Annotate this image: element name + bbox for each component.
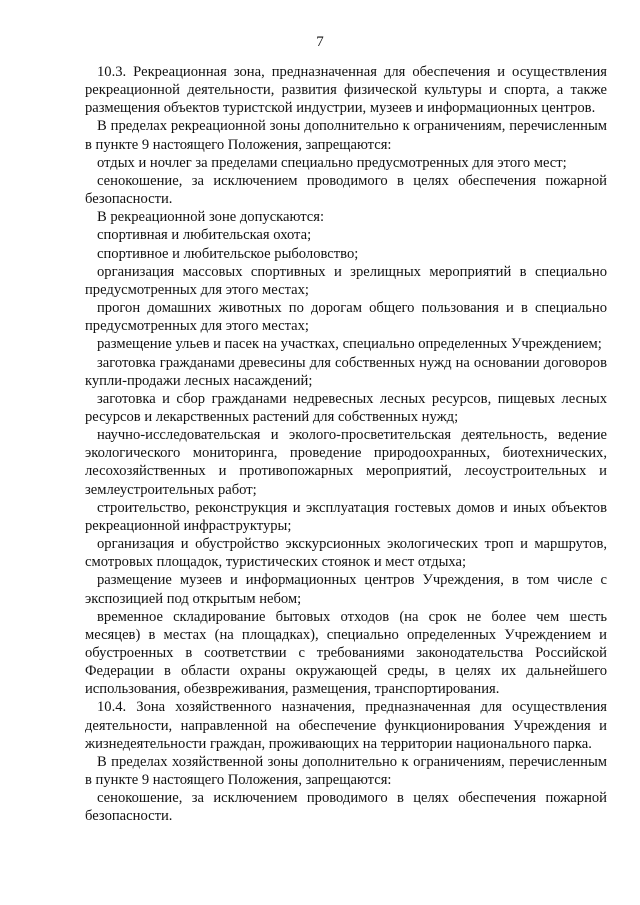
paragraph-recreation-allowed: В рекреационной зоне допускаются: — [97, 209, 325, 226]
list-item: сенокошение, за исключением проводимого в целях обеспечения пожарной безопасности. — [85, 172, 607, 208]
page-number: 7 — [316, 34, 324, 50]
list-item: организация и обустройство экскурсионных экологических троп и маршрутов, смотровых площадок, туристических стоянок и мест отдыха; — [85, 536, 607, 571]
paragraph-10-3: 10.3. Рекреационная зона, предназначенная для обеспечения и осуществления рекреационной деятельности, развития физической культуры и спорта, а также размещения объектов туристской индустрии, музеев и информационных центров. — [85, 64, 607, 117]
list-item: организация массовых спортивных и зрелищных мероприятий в специально предусмотренных для этого местах; — [85, 263, 607, 298]
list-item: размещение музеев и информационных центров Учреждения, в том числе с экспозицией под открытым небом; — [85, 572, 607, 607]
document-body — [85, 63, 607, 826]
list-item: научно-исследовательская и эколого-просветительская деятельность, ведение экологического мониторинга, проведение природоохранных, биотехнических, лесохозяйственных и противопожарных мероприятий, лесоустроительных и землеустроительных работ; — [85, 427, 607, 498]
list-item: спортивная и любительская охота; — [97, 227, 312, 244]
paragraph-10-4: 10.4. Зона хозяйственного назначения, предназначенная для осуществления деятельности, направленной на обеспечение функционирования Учреждения и жизнедеятельности граждан, проживающих на территории национального парка. — [85, 699, 607, 752]
list-item: заготовка и сбор гражданами недревесных лесных ресурсов, пищевых лесных ресурсов и лекарственных растений для собственных нужд; — [85, 390, 607, 425]
paragraph-recreation-restrictions: В пределах рекреационной зоны дополнительно к ограничениям, перечисленным в пункте 9 настоящего Положения, запрещаются: — [85, 118, 607, 153]
list-item: строительство, реконструкция и эксплуатация гостевых домов и иных объектов рекреационной инфраструктуры; — [85, 499, 607, 534]
list-item: размещение ульев и пасек на участках, специально определенных Учреждением; — [97, 336, 602, 353]
list-item: спортивное и любительское рыболовство; — [97, 245, 359, 262]
list-item: временное складирование бытовых отходов (на срок не более чем шесть месяцев) в местах (на площадках), специально определенных Учреждением и обустроенных в соответствии с требованиями законодательства Российской Федерации в области охраны окружающей среды, в целях их дальнейшего использования, обезвреживания, размещения, транспортирования. — [85, 608, 607, 698]
list-item: прогон домашних животных по дорогам общего пользования и в специально предусмотренных для этого местах; — [85, 300, 607, 335]
list-item: сенокошение, за исключением проводимого в целях обеспечения пожарной безопасности. — [85, 790, 607, 825]
list-item: заготовка гражданами древесины для собственных нужд на основании договоров купли-продажи лесных насаждений; — [85, 354, 607, 389]
list-item: отдых и ночлег за пределами специально предусмотренных для этого мест; — [97, 154, 567, 171]
paragraph-economic-restrictions: В пределах хозяйственной зоны дополнительно к ограничениям, перечисленным в пункте 9 настоящего Положения, запрещаются: — [85, 753, 607, 789]
